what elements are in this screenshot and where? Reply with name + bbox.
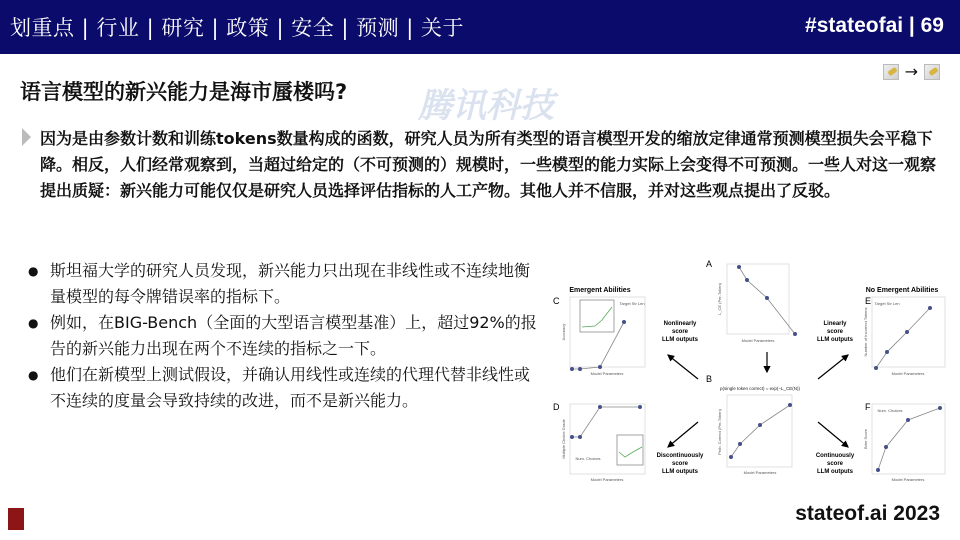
transition-icons — [883, 62, 940, 81]
panel-label-e: E — [865, 296, 872, 306]
panel-label-f: F — [865, 402, 871, 412]
x-axis-label: Model Parameters — [741, 338, 775, 343]
header-bar — [0, 0, 960, 54]
slide-tag: #stateofai | 69 — [805, 14, 944, 37]
legend-c: Target Str Len — [619, 301, 645, 306]
panel-b-plot — [727, 395, 792, 467]
nonlinear-label-2: score — [671, 329, 689, 335]
panel-label-c: C — [553, 296, 560, 306]
bullet-item: ● 斯坦福大学的研究人员发现，新兴能力只出现在非线性或不连续地衡量模型的每令牌错误率的指标下。 — [28, 258, 543, 310]
note-icon — [924, 64, 940, 80]
linear-label-2: score — [826, 329, 844, 335]
emergence-figure — [550, 252, 950, 482]
x-axis-label: Model Parameters — [743, 470, 777, 475]
arrow-nonlinear — [668, 355, 698, 379]
y-axis-label-a: L_CE (Per-Token) — [717, 282, 722, 316]
panel-f-plot — [872, 404, 945, 474]
continuous-label-1: Continuously — [815, 453, 855, 459]
continuous-label-2: score — [826, 461, 844, 467]
panel-label-a: A — [706, 259, 713, 269]
arrow-icon: → — [904, 62, 918, 81]
y-axis-label-b: Prob. Correct (Per-Token) — [717, 409, 722, 455]
panel-label-d: D — [553, 402, 560, 412]
watermark: 腾讯科技 — [418, 86, 554, 126]
discontinuous-label-1: Discontinuously — [656, 453, 704, 459]
y-axis-label-f: Brier Score — [863, 428, 868, 450]
note-icon — [883, 64, 899, 80]
slide-title: 语言模型的新兴能力是海市蜃楼吗? — [20, 80, 348, 104]
legend-f: Num. Choices — [877, 408, 903, 413]
arrow-linear — [818, 355, 848, 379]
bullet-list — [28, 258, 543, 414]
panel-label-b: B — [706, 374, 713, 384]
stanford-logo — [8, 508, 24, 530]
bullet-item: ● 他们在新模型上测试假设，并确认用线性或连续的代理代替非线性或不连续的度量会导致持续的改进，而不是新兴能力。 — [28, 362, 543, 414]
discontinuous-label-3: LLM outputs — [662, 469, 698, 475]
discontinuous-label-2: score — [671, 461, 689, 467]
arrow-continuous — [818, 422, 848, 447]
nonlinear-label-3: LLM outputs — [662, 337, 698, 343]
footer-brand[interactable]: stateof.ai 2023 — [795, 502, 940, 525]
no-emergent-title: No Emergent Abilities — [865, 287, 939, 294]
linear-label-1: Linearly — [823, 321, 847, 327]
panel-c-inset — [580, 300, 614, 332]
formula: p(single token correct) = exp(−L_CE(N)) — [719, 386, 801, 391]
nonlinear-label-1: Nonlinearly — [663, 321, 697, 327]
bullet-item: ● 例如，在BIG-Bench（全面的大型语言模型基准）上，超过92%的报告的新兴能力出现在两个不连续的指标之一下。 — [28, 310, 543, 362]
x-axis-label: Model Parameters — [891, 371, 925, 376]
legend-e: Target Str Len — [874, 301, 900, 306]
continuous-label-3: LLM outputs — [817, 469, 853, 475]
x-axis-label: Model Parameters — [590, 477, 624, 482]
x-axis-label: Model Parameters — [891, 477, 925, 482]
linear-label-3: LLM outputs — [817, 337, 853, 343]
panel-a-plot — [727, 264, 789, 334]
y-axis-label-e: Number of Incorrect Tokens — [863, 307, 868, 357]
arrow-discontinuous — [668, 422, 698, 447]
triangle-bullet-icon — [22, 128, 31, 146]
y-axis-label-d: Multiple Choice Grade — [561, 419, 566, 459]
panel-d-inset — [617, 435, 643, 465]
x-axis-label: Model Parameters — [590, 371, 624, 376]
legend-d: Num. Choices — [575, 456, 601, 461]
section-breadcrumb[interactable]: 划重点 | 行业 | 研究 | 政策 | 安全 | 预测 | 关于 — [10, 16, 465, 40]
y-axis-label-c: Accuracy — [561, 323, 566, 341]
emergent-title: Emergent Abilities — [569, 287, 631, 294]
intro-paragraph: 因为是由参数计数和训练tokens数量构成的函数，研究人员为所有类型的语言模型开发的缩放定律通常预测模型损失会平稳下降。相反，人们经常观察到，当超过给定的（不可预测的）规模时，一些模型的能力实际上会变得不可预测。一些人对这一观察提出质疑：新兴能力可能仅仅是研究人员选择评估指标的人工产物。其他人并不信服，并对这些观点提出了反驳。 — [40, 129, 937, 200]
